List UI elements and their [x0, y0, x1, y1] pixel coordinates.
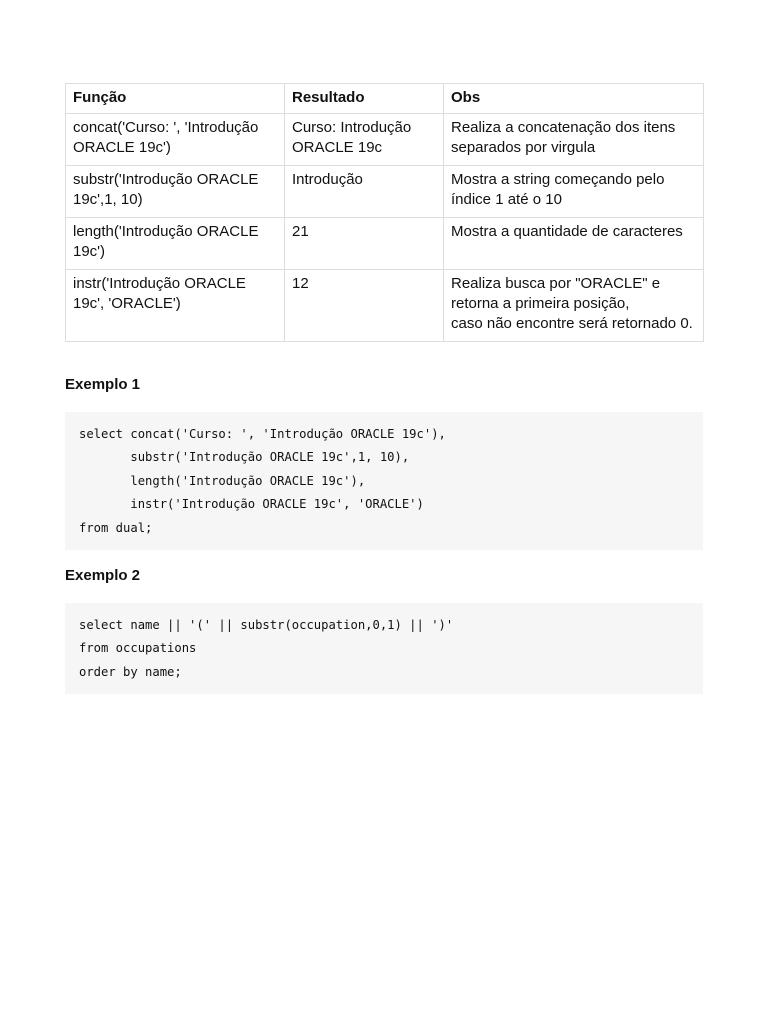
- table-cell: length('Introdução ORACLE 19c'): [66, 218, 285, 270]
- table-row: [66, 270, 704, 342]
- table-cell: 12: [285, 270, 444, 342]
- table-row: [66, 114, 704, 166]
- table-cell: substr('Introdução ORACLE 19c',1, 10): [66, 166, 285, 218]
- table-cell: Curso: Introdução ORACLE 19c: [285, 114, 444, 166]
- table-cell: instr('Introdução ORACLE 19c', 'ORACLE'): [66, 270, 285, 342]
- example-2-code-block[interactable]: [65, 603, 703, 694]
- table-cell: Mostra a quantidade de caracteres: [444, 218, 704, 270]
- header-funcao: Função: [66, 84, 285, 114]
- code-line: select concat('Curso: ', 'Introdução ORACLE 19c'),: [79, 427, 446, 441]
- code-line: substr('Introdução ORACLE 19c',1, 10),: [79, 450, 410, 465]
- document-page: [65, 83, 703, 694]
- table-cell: Realiza busca por "ORACLE" e retorna a primeira posição, caso não encontre será retornado 0.: [444, 270, 704, 342]
- code-line: length('Introdução ORACLE 19c'),: [79, 473, 366, 488]
- example-1-code-block[interactable]: [65, 412, 703, 550]
- table-cell: Mostra a string começando pelo índice 1 até o 10: [444, 166, 704, 218]
- example-2-title: Exemplo 2: [65, 567, 141, 585]
- table-cell: concat('Curso: ', 'Introdução ORACLE 19c'): [66, 114, 285, 166]
- table-cell: 21: [285, 218, 444, 270]
- table-header-row: [66, 84, 704, 114]
- functions-table: [65, 83, 704, 342]
- table-cell: Realiza a concatenação dos itens separados por virgula: [444, 114, 704, 166]
- code-line: order by name;: [79, 664, 182, 679]
- table-cell: Introdução: [285, 166, 444, 218]
- header-resultado: Resultado: [285, 84, 444, 114]
- table-row: [66, 166, 704, 218]
- code-line: from dual;: [79, 520, 153, 535]
- header-obs: Obs: [444, 84, 704, 114]
- example-1-title: Exemplo 1: [65, 376, 141, 393]
- table-row: [66, 218, 704, 270]
- code-line: select name || '(' || substr(occupation,0,1) || ')': [79, 618, 454, 633]
- code-line: instr('Introdução ORACLE 19c', 'ORACLE'): [79, 497, 424, 512]
- code-line: from occupations: [79, 641, 197, 656]
